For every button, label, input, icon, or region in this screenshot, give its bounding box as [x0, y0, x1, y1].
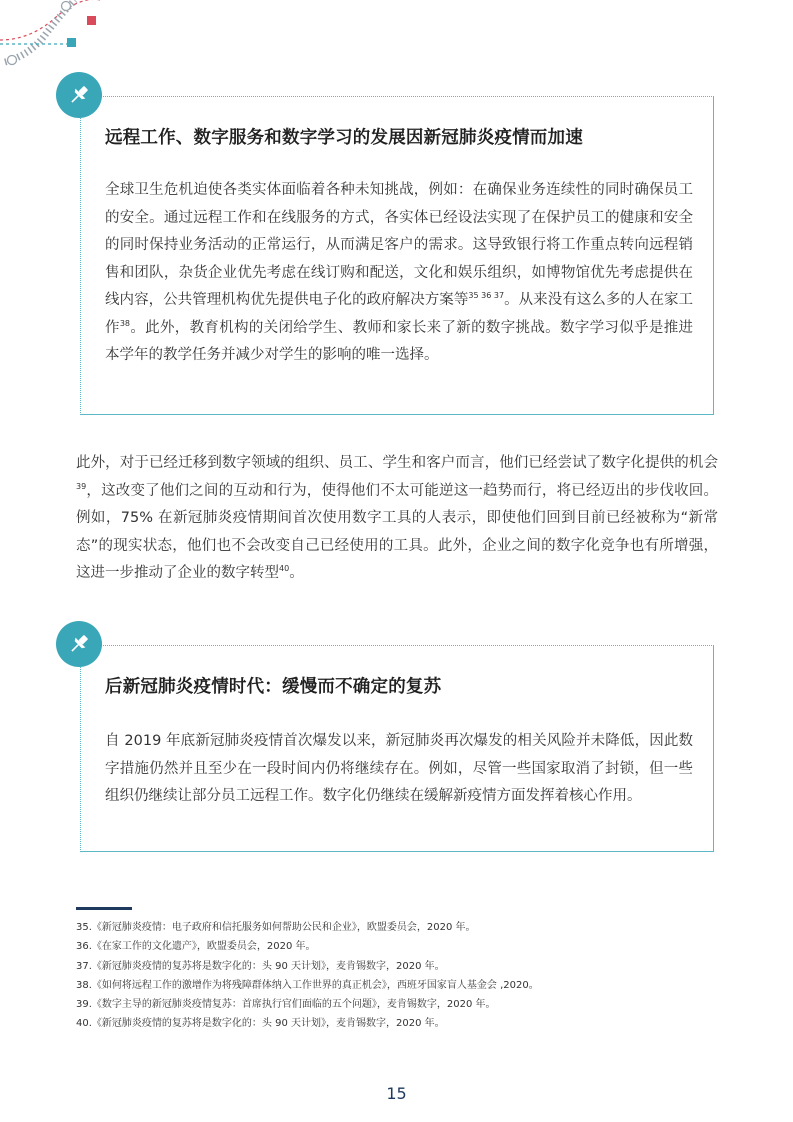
footnote-item: 35.《新冠肺炎疫情：电子政府和信托服务如何帮助公民和企业》，欧盟委员会，2020 年。	[76, 922, 476, 933]
footnote-divider	[76, 907, 132, 910]
main-paragraph	[76, 450, 718, 588]
paragraph-text: 。	[289, 565, 304, 581]
footnote-ref: 39	[76, 481, 87, 491]
pin-icon	[56, 621, 102, 667]
footnote-item: 36.《在家工作的文化遗产》，欧盟委员会，2020 年。	[76, 941, 316, 953]
footnote-ref: 40	[279, 564, 290, 574]
footnote-item: 37.《新冠肺炎疫情的复苏将是数字化的：头 90 天计划》，麦肯锡数字，2020 年。	[76, 960, 445, 972]
footnote-ref: 38	[119, 318, 131, 328]
box-title: 远程工作、数字服务和数字学习的发展因新冠肺炎疫情而加速	[105, 128, 583, 148]
box-body-text: 。从来没有这么多的人在家工作	[105, 292, 694, 336]
info-box-remote-work	[80, 96, 714, 415]
footnote-item: 40.《新冠肺炎疫情的复苏将是数字化的：头 90 天计划》，麦肯锡数字，2020 年。	[76, 1018, 445, 1030]
box-body-text: 。此外，教育机构的关闭给学生、教师和家长来了新的数字挑战。数字学习似乎是推进本学年的教学任务并减少对学生的影响的唯一选择。	[105, 319, 694, 363]
info-box-recovery	[80, 645, 714, 852]
box-title: 后新冠肺炎疫情时代：缓慢而不确定的复苏	[105, 677, 442, 697]
paragraph-text: 此外，对于已经迁移到数字领域的组织、员工、学生和客户而言，他们已经尝试了数字化提供的机会	[76, 455, 718, 471]
box-body-text: 全球卫生危机迫使各类实体面临着各种未知挑战，例如：在确保业务连续性的同时确保员工的安全。通过远程工作和在线服务的方式，各实体已经设法实现了在保护员工的健康和安全的同时保持业务活动的正常运行，从而满足客户的需求。这导致银行将工作重点转向远程销售和团队，杂货企业优先考虑在线订购和配送，文化和娱乐组织，如博物馆优先考虑提供在线内容，公共管理机构优先提供电子化的政府解决方案等	[105, 182, 693, 308]
pin-icon	[56, 72, 102, 118]
footnote-item: 38.《如何将远程工作的激增作为将残障群体纳入工作世界的真正机会》，西班牙国家盲人基金会 ,2020。	[76, 979, 539, 991]
paragraph-text: ，这改变了他们之间的互动和行为，使得他们不太可能逆这一趋势而行，将已经迈出的步伐收回。例如，75% 在新冠肺炎疫情期间首次使用数字工具的人表示，即使他们回到目前已经被称为“新常态”的现实状态，他们也不会改变自己已经使用的工具。此外，企业之间的数字化竞争也有所增强，这进一步推动了企业的数字转型	[76, 482, 718, 581]
box-body	[105, 177, 693, 370]
footnote-item: 39.《数字主导的新冠肺炎疫情复苏：首席执行官们面临的五个问题》，麦肯锡数字，2020 年。	[76, 999, 496, 1011]
page-number: 15	[386, 1084, 407, 1103]
corner-decoration	[0, 0, 110, 70]
footnote-list	[76, 918, 736, 1034]
box-body: 自 2019 年底新冠肺炎疫情首次爆发以来，新冠肺炎再次爆发的相关风险并未降低，因此数字措施仍然并且至少在一段时间内仍将继续存在。例如，尽管一些国家取消了封锁，但一些组织仍继续让部分员工远程工作。数字化仍继续在缓解新疫情方面发挥着核心作用。	[105, 733, 693, 804]
footnote-ref: 35 36 37	[468, 291, 505, 301]
